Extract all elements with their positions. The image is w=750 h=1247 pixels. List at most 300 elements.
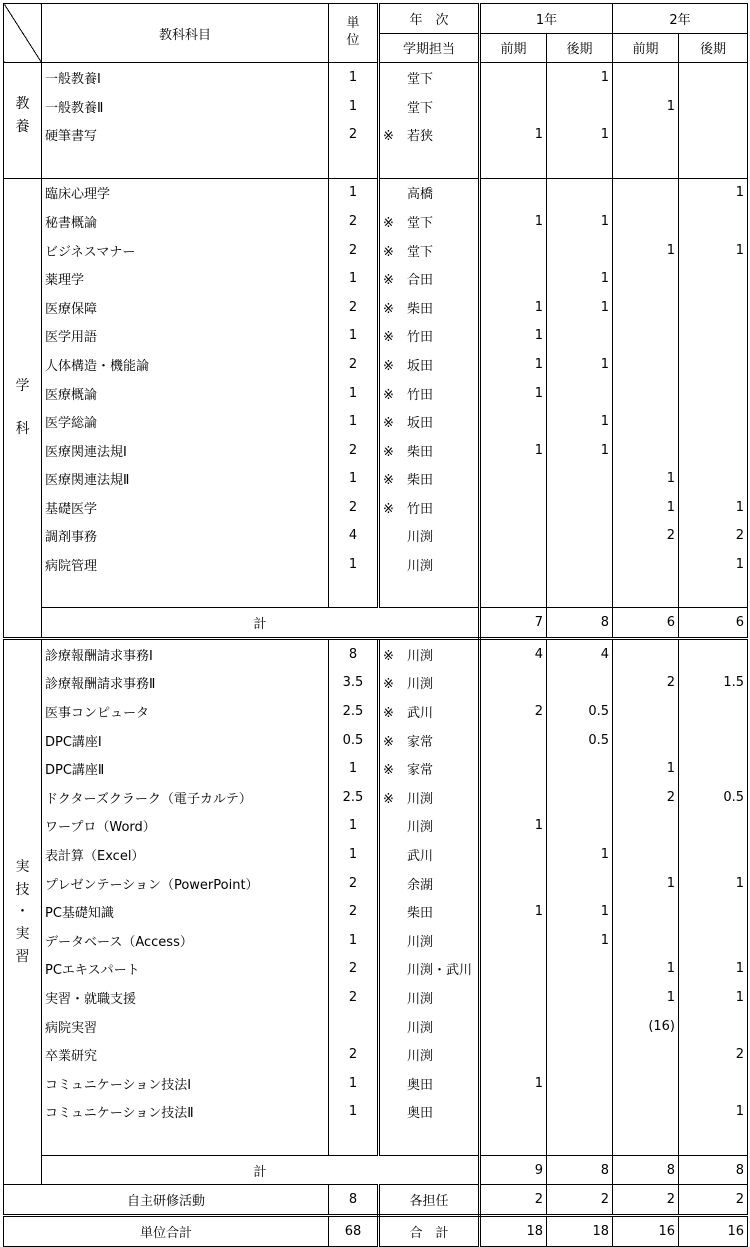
subtotal-y1-second: 8: [547, 1155, 613, 1185]
unit-value: 1: [329, 63, 379, 92]
y1-first-value: 1: [480, 812, 547, 841]
y1-first-value: 1: [480, 897, 547, 926]
teacher-cell: 川渕: [379, 983, 480, 1012]
subject-name: コミュニケーション技法Ⅰ: [42, 1069, 329, 1098]
y1-first-value: [480, 783, 547, 812]
y2-second-value: 1: [679, 178, 748, 207]
subtotal-y1-second: 8: [547, 608, 613, 639]
y1-second-value: [547, 493, 613, 522]
y2-second-value: [679, 264, 748, 293]
y1-first-value: 1: [480, 1069, 547, 1098]
y1-first-value: [480, 465, 547, 494]
y2-first-value: [613, 1098, 679, 1127]
subject-name: 実習・就職支援: [42, 983, 329, 1012]
y2-first-value: [613, 322, 679, 351]
y2-first-value: [613, 407, 679, 436]
unit-header: [329, 4, 379, 63]
subject-name: 医療関連法規Ⅰ: [42, 436, 329, 465]
y1-second-half-header: 後期: [547, 33, 613, 63]
y1-second-value: [547, 983, 613, 1012]
y1-first-value: [480, 493, 547, 522]
y1-first-value: [480, 955, 547, 984]
y1-first-value: 1: [480, 120, 547, 149]
empty-cell: [329, 149, 379, 178]
y1-second-value: 1: [547, 207, 613, 236]
self-study-y2-first: 2: [613, 1185, 679, 1216]
self-study-teacher: 各担任: [379, 1185, 480, 1216]
y2-first-value: [613, 926, 679, 955]
subject-name: 医療概論: [42, 379, 329, 408]
subject-name: データベース（Access）: [42, 926, 329, 955]
teacher-cell: 川渕: [379, 1040, 480, 1069]
self-study-y1-second: 2: [547, 1185, 613, 1216]
y2-second-half-header: 後期: [679, 33, 748, 63]
unit-value: 1: [329, 1069, 379, 1098]
unit-value: 1: [329, 550, 379, 579]
subject-name: 薬理学: [42, 264, 329, 293]
teacher-cell: 川渕: [379, 522, 480, 551]
y1-second-value: [547, 465, 613, 494]
teacher-cell: ※ 柴田: [379, 436, 480, 465]
unit-value: 1: [329, 92, 379, 121]
y1-first-value: [480, 983, 547, 1012]
subject-name: プレゼンテーション（PowerPoint）: [42, 869, 329, 898]
subtotal-y2-first: 6: [613, 608, 679, 639]
y1-first-value: [480, 869, 547, 898]
subject-name: 一般教養Ⅰ: [42, 63, 329, 92]
teacher-cell: ※ 川渕: [379, 783, 480, 812]
subject-name: 診療報酬請求事務Ⅰ: [42, 639, 329, 669]
unit-value: 2: [329, 869, 379, 898]
y1-first-value: [480, 840, 547, 869]
teacher-cell: 堂下: [379, 92, 480, 121]
unit-value: 4: [329, 522, 379, 551]
teacher-cell: ※ 堂下: [379, 207, 480, 236]
teacher-cell: ※ 川渕: [379, 669, 480, 698]
y2-second-value: 1: [679, 236, 748, 265]
y1-first-value: [480, 1040, 547, 1069]
y2-second-value: [679, 812, 748, 841]
y1-first-value: [480, 926, 547, 955]
teacher-cell: ※ 若狭: [379, 120, 480, 149]
subject-name: 一般教養Ⅱ: [42, 92, 329, 121]
y2-first-value: 1: [613, 92, 679, 121]
subject-name: 病院実習: [42, 1012, 329, 1041]
empty-cell: [329, 579, 379, 608]
y2-first-value: [613, 840, 679, 869]
subject-name: 秘書概論: [42, 207, 329, 236]
subject-header: 教科科目: [42, 4, 329, 63]
y1-first-value: [480, 669, 547, 698]
unit-value: 1: [329, 322, 379, 351]
y2-second-value: [679, 207, 748, 236]
y2-second-value: [679, 92, 748, 121]
y1-first-value: [480, 754, 547, 783]
subtotal-y2-second: 8: [679, 1155, 748, 1185]
y1-first-value: [480, 264, 547, 293]
y1-second-value: [547, 869, 613, 898]
unit-value: 1: [329, 1098, 379, 1127]
y1-first-value: 4: [480, 639, 547, 669]
y1-first-half-header: 前期: [480, 33, 547, 63]
section-label-gakka: 学 科: [4, 178, 42, 639]
unit-value: 2: [329, 350, 379, 379]
teacher-header: 学期担当: [379, 33, 480, 63]
subject-name: PCエキスパート: [42, 955, 329, 984]
y2-first-value: 2: [613, 783, 679, 812]
y1-first-value: [480, 407, 547, 436]
y1-second-value: [547, 236, 613, 265]
y2-first-value: 1: [613, 493, 679, 522]
y1-second-value: 1: [547, 264, 613, 293]
y1-second-value: [547, 322, 613, 351]
self-study-y1-first: 2: [480, 1185, 547, 1216]
unit-value: 1: [329, 840, 379, 869]
y1-first-value: [480, 1098, 547, 1127]
y1-first-value: [480, 92, 547, 121]
year-header: 年 次: [379, 4, 480, 34]
y2-second-value: [679, 465, 748, 494]
teacher-cell: 武川: [379, 840, 480, 869]
subtotal-label: 計: [42, 1155, 480, 1185]
subtotal-y1-first: 9: [480, 1155, 547, 1185]
section-label-kyoyo: 教 養: [4, 63, 42, 178]
y2-second-value: [679, 293, 748, 322]
subject-name: 臨床心理学: [42, 178, 329, 207]
teacher-cell: ※ 竹田: [379, 379, 480, 408]
y2-first-value: [613, 264, 679, 293]
y2-first-value: [613, 1069, 679, 1098]
total-unit: 68: [329, 1215, 379, 1246]
y1-second-value: [547, 1040, 613, 1069]
empty-cell: [480, 579, 547, 608]
y2-first-value: [613, 639, 679, 669]
unit-header-line1: 単: [346, 16, 360, 32]
y2-first-value: [613, 120, 679, 149]
y1-first-value: [480, 550, 547, 579]
y1-first-value: 1: [480, 436, 547, 465]
unit-value: 2: [329, 120, 379, 149]
subject-name: 病院管理: [42, 550, 329, 579]
self-study-label: 自主研修活動: [4, 1185, 329, 1216]
y2-second-value: [679, 120, 748, 149]
y2-first-value: [613, 550, 679, 579]
total-y1-first: 18: [480, 1215, 547, 1246]
unit-value: 2: [329, 1040, 379, 1069]
y2-first-value: [613, 697, 679, 726]
y2-first-value: 1: [613, 983, 679, 1012]
y2-second-value: [679, 436, 748, 465]
teacher-cell: ※ 柴田: [379, 465, 480, 494]
y2-second-value: [679, 754, 748, 783]
y2-second-value: [679, 697, 748, 726]
corner-diagonal-cell: [4, 4, 42, 63]
y2-first-value: (16): [613, 1012, 679, 1041]
y1-first-value: [480, 1012, 547, 1041]
teacher-cell: ※ 竹田: [379, 322, 480, 351]
unit-value: [329, 1012, 379, 1041]
empty-cell: [613, 149, 679, 178]
empty-cell: [679, 579, 748, 608]
y1-second-value: [547, 669, 613, 698]
unit-header-line2: 位: [346, 33, 360, 49]
empty-cell: [679, 149, 748, 178]
y2-first-value: 1: [613, 754, 679, 783]
empty-cell: [613, 1126, 679, 1155]
empty-cell: [480, 149, 547, 178]
empty-cell: [379, 1126, 480, 1155]
y2-first-value: [613, 293, 679, 322]
y1-second-value: 1: [547, 897, 613, 926]
y1-second-value: [547, 550, 613, 579]
subject-name: ドクターズクラーク（電子カルテ）: [42, 783, 329, 812]
y2-first-value: [613, 812, 679, 841]
unit-value: 1: [329, 754, 379, 783]
unit-value: 1: [329, 264, 379, 293]
subject-name: 医学用語: [42, 322, 329, 351]
y1-first-value: [480, 63, 547, 92]
unit-value: 2: [329, 236, 379, 265]
empty-cell: [42, 149, 329, 178]
teacher-cell: ※ 家常: [379, 754, 480, 783]
y1-second-value: [547, 92, 613, 121]
unit-value: 2: [329, 955, 379, 984]
y2-second-value: [679, 926, 748, 955]
unit-value: 2.5: [329, 783, 379, 812]
y2-second-value: [679, 897, 748, 926]
y1-first-value: 1: [480, 350, 547, 379]
subject-name: 医療関連法規Ⅱ: [42, 465, 329, 494]
teacher-cell: ※ 家常: [379, 726, 480, 755]
subject-name: 卒業研究: [42, 1040, 329, 1069]
unit-value: 2: [329, 436, 379, 465]
unit-value: 1: [329, 926, 379, 955]
total-y2-first: 16: [613, 1215, 679, 1246]
teacher-cell: ※ 堂下: [379, 236, 480, 265]
y2-second-value: [679, 1069, 748, 1098]
teacher-cell: 高橋: [379, 178, 480, 207]
subject-name: PC基礎知識: [42, 897, 329, 926]
y2-second-value: [679, 840, 748, 869]
subject-name: 調剤事務: [42, 522, 329, 551]
subject-name: DPC講座Ⅰ: [42, 726, 329, 755]
y1-second-value: [547, 955, 613, 984]
y2-first-value: [613, 350, 679, 379]
y1-second-value: [547, 522, 613, 551]
subject-name: 診療報酬請求事務Ⅱ: [42, 669, 329, 698]
y1-second-value: 1: [547, 63, 613, 92]
y2-first-value: 1: [613, 236, 679, 265]
unit-value: 2.5: [329, 697, 379, 726]
y1-first-value: 2: [480, 697, 547, 726]
subject-name: 医学総論: [42, 407, 329, 436]
y1-first-value: [480, 522, 547, 551]
y2-first-value: [613, 436, 679, 465]
subject-name: 表計算（Excel）: [42, 840, 329, 869]
y1-first-value: [480, 236, 547, 265]
unit-value: 8: [329, 639, 379, 669]
y1-second-value: [547, 1012, 613, 1041]
subtotal-label: 計: [42, 608, 480, 639]
y2-first-value: 1: [613, 955, 679, 984]
unit-value: 1: [329, 465, 379, 494]
y1-second-value: [547, 379, 613, 408]
y1-second-value: 4: [547, 639, 613, 669]
y2-second-value: 1: [679, 955, 748, 984]
y2-first-value: [613, 726, 679, 755]
unit-value: 1: [329, 178, 379, 207]
y2-second-value: [679, 379, 748, 408]
y1-second-value: [547, 812, 613, 841]
y1-first-value: 1: [480, 322, 547, 351]
teacher-cell: 余湖: [379, 869, 480, 898]
y2-second-value: [679, 407, 748, 436]
y1-first-value: 1: [480, 379, 547, 408]
subject-name: ワープロ（Word）: [42, 812, 329, 841]
subtotal-y2-first: 8: [613, 1155, 679, 1185]
teacher-cell: 川渕: [379, 550, 480, 579]
y1-second-value: [547, 1098, 613, 1127]
unit-value: 1: [329, 812, 379, 841]
teacher-cell: 川渕: [379, 926, 480, 955]
year1-header: 1年: [480, 4, 613, 34]
subtotal-y1-first: 7: [480, 608, 547, 639]
subject-name: DPC講座Ⅱ: [42, 754, 329, 783]
subject-name: ビジネスマナー: [42, 236, 329, 265]
empty-cell: [547, 1126, 613, 1155]
subject-name: 医事コンピュータ: [42, 697, 329, 726]
y2-second-value: [679, 726, 748, 755]
empty-cell: [547, 149, 613, 178]
y2-first-value: 1: [613, 465, 679, 494]
subject-name: コミュニケーション技法Ⅱ: [42, 1098, 329, 1127]
unit-value: 3.5: [329, 669, 379, 698]
y2-second-value: [679, 1012, 748, 1041]
subtotal-y2-second: 6: [679, 608, 748, 639]
y1-first-value: [480, 178, 547, 207]
y2-first-value: [613, 1040, 679, 1069]
year2-header: 2年: [613, 4, 748, 34]
y1-second-value: 1: [547, 407, 613, 436]
teacher-cell: ※ 坂田: [379, 350, 480, 379]
unit-value: 1: [329, 407, 379, 436]
teacher-cell: 川渕: [379, 1012, 480, 1041]
section-label-jitsugi: 実 技 ・ 実 習: [4, 639, 42, 1185]
y2-first-value: [613, 897, 679, 926]
y2-first-value: [613, 379, 679, 408]
unit-value: 2: [329, 897, 379, 926]
teacher-cell: ※ 合田: [379, 264, 480, 293]
y1-second-value: 1: [547, 120, 613, 149]
y2-second-value: 1: [679, 869, 748, 898]
empty-cell: [379, 579, 480, 608]
teacher-cell: 川渕: [379, 812, 480, 841]
subject-name: 基礎医学: [42, 493, 329, 522]
self-study-unit: 8: [329, 1185, 379, 1216]
empty-cell: [42, 1126, 329, 1155]
y1-first-value: 1: [480, 293, 547, 322]
y2-second-value: 2: [679, 522, 748, 551]
teacher-cell: ※ 竹田: [379, 493, 480, 522]
unit-value: 1: [329, 379, 379, 408]
y1-second-value: [547, 754, 613, 783]
subject-name: 医療保障: [42, 293, 329, 322]
y1-second-value: 0.5: [547, 697, 613, 726]
y2-first-value: 1: [613, 869, 679, 898]
y2-first-half-header: 前期: [613, 33, 679, 63]
teacher-cell: 川渕・武川: [379, 955, 480, 984]
teacher-cell: ※ 坂田: [379, 407, 480, 436]
total-y2-second: 16: [679, 1215, 748, 1246]
total-y1-second: 18: [547, 1215, 613, 1246]
y1-second-value: 1: [547, 926, 613, 955]
unit-value: 2: [329, 207, 379, 236]
y2-first-value: [613, 178, 679, 207]
y2-second-value: [679, 639, 748, 669]
y2-second-value: [679, 350, 748, 379]
empty-cell: [480, 1126, 547, 1155]
y2-second-value: 0.5: [679, 783, 748, 812]
subject-name: 人体構造・機能論: [42, 350, 329, 379]
y1-second-value: 0.5: [547, 726, 613, 755]
y1-second-value: 1: [547, 436, 613, 465]
empty-cell: [679, 1126, 748, 1155]
curriculum-table: [3, 3, 748, 1247]
y1-second-value: [547, 1069, 613, 1098]
empty-cell: [613, 579, 679, 608]
teacher-cell: ※ 柴田: [379, 293, 480, 322]
y1-second-value: 1: [547, 350, 613, 379]
y2-second-value: 1: [679, 1098, 748, 1127]
empty-cell: [42, 579, 329, 608]
total-label: 単位合計: [4, 1215, 329, 1246]
y1-second-value: 1: [547, 293, 613, 322]
y2-second-value: 1: [679, 493, 748, 522]
y2-second-value: 1: [679, 550, 748, 579]
total-teacher-label: 合 計: [379, 1215, 480, 1246]
y2-first-value: [613, 207, 679, 236]
y2-second-value: [679, 63, 748, 92]
y1-first-value: [480, 726, 547, 755]
subject-name: 硬筆書写: [42, 120, 329, 149]
y2-first-value: 2: [613, 522, 679, 551]
y2-second-value: 1: [679, 983, 748, 1012]
teacher-cell: ※ 川渕: [379, 639, 480, 669]
y1-second-value: [547, 178, 613, 207]
y1-second-value: [547, 783, 613, 812]
y2-first-value: 2: [613, 669, 679, 698]
self-study-y2-second: 2: [679, 1185, 748, 1216]
teacher-cell: 堂下: [379, 63, 480, 92]
y1-second-value: 1: [547, 840, 613, 869]
teacher-cell: 奥田: [379, 1069, 480, 1098]
empty-cell: [379, 149, 480, 178]
y2-second-value: 2: [679, 1040, 748, 1069]
unit-value: 2: [329, 293, 379, 322]
unit-value: 2: [329, 493, 379, 522]
teacher-cell: 柴田: [379, 897, 480, 926]
y2-first-value: [613, 63, 679, 92]
empty-cell: [329, 1126, 379, 1155]
unit-value: 2: [329, 983, 379, 1012]
y2-second-value: [679, 322, 748, 351]
y2-second-value: 1.5: [679, 669, 748, 698]
teacher-cell: ※ 武川: [379, 697, 480, 726]
empty-cell: [547, 579, 613, 608]
teacher-cell: 奥田: [379, 1098, 480, 1127]
unit-value: 0.5: [329, 726, 379, 755]
y1-first-value: 1: [480, 207, 547, 236]
